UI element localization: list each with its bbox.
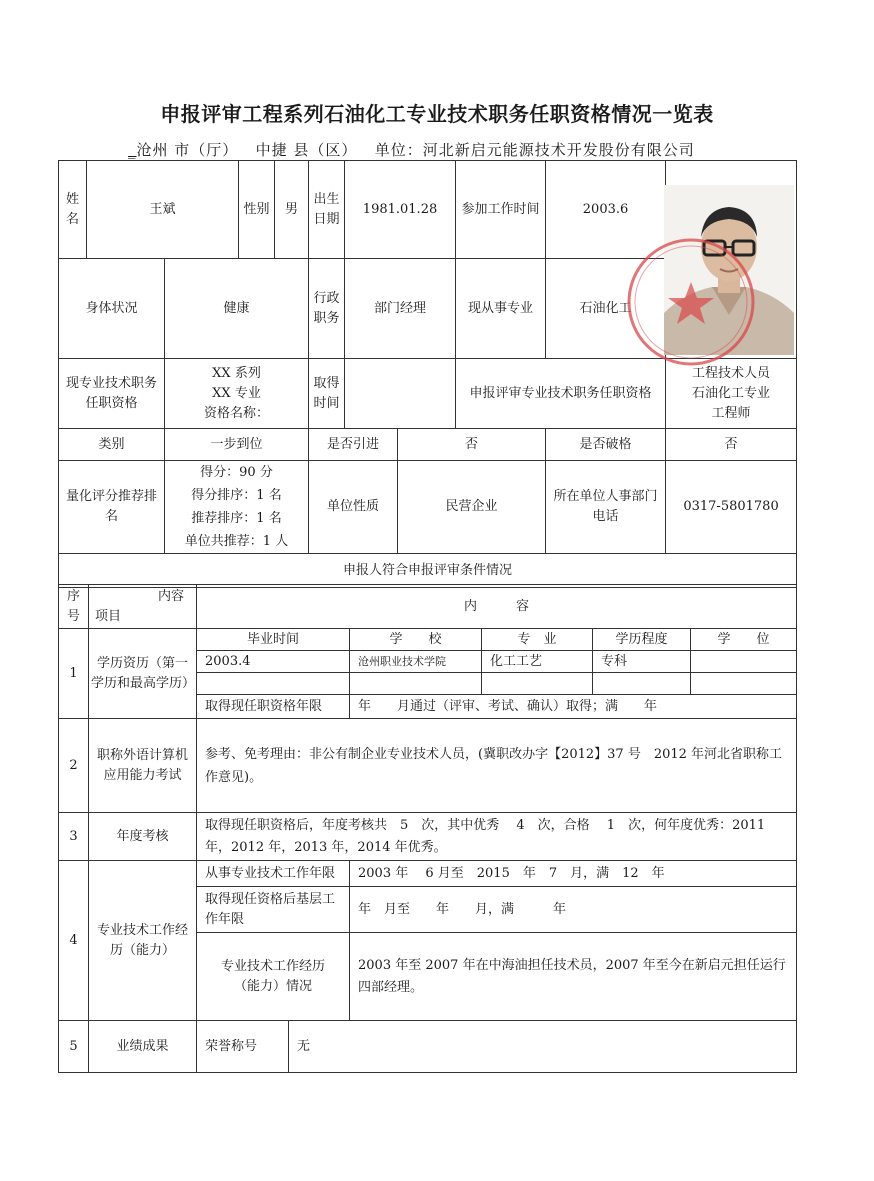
honor-label: 荣誉称号: [197, 1021, 289, 1073]
edu-level: 专科: [593, 651, 691, 673]
admin-label: 行政职务: [309, 259, 345, 359]
unit-nature-value: 民营企业: [398, 461, 546, 554]
edu-level: [593, 673, 691, 695]
name-label: 姓名: [59, 161, 87, 259]
edu-school: 沧州职业技术学院: [350, 651, 482, 673]
tech-years-label: 从事专业技术工作年限: [197, 861, 350, 887]
edu-major: 化工工艺: [482, 651, 593, 673]
hr-phone-label: 所在单位人事部门电话: [546, 461, 666, 554]
work-start-value: 2003.6: [546, 161, 666, 259]
edu-degree: [691, 673, 797, 695]
unit-nature-label: 单位性质: [309, 461, 398, 554]
col-content-header: 内 容: [197, 585, 797, 629]
apply-qual-value: 工程技术人员 石油化工专业 工程师: [666, 359, 797, 429]
obtain-time-label: 取得时间: [309, 359, 345, 429]
row-no-2: 2: [59, 719, 89, 813]
city: 沧州: [136, 141, 169, 159]
row-no-1: 1: [59, 629, 89, 719]
conditions-table: [58, 584, 797, 1073]
score-label: 量化评分推荐排名: [59, 461, 165, 554]
tech-years-value: 2003 年 6 月至 2015 年 7 月，满 12 年: [350, 861, 797, 887]
edu-time: 2003.4: [197, 651, 350, 673]
birth-value: 1981.01.28: [345, 161, 456, 259]
hr-phone-value: 0317-5801780: [666, 461, 797, 554]
apply-qual-label: 申报评审专业技术职务任职资格: [456, 359, 666, 429]
birth-label: 出生日期: [309, 161, 345, 259]
cur-qual-label: 现专业技术职务任职资格: [59, 359, 165, 429]
row-item-3: 年度考核: [89, 813, 197, 861]
gender-value: 男: [275, 161, 309, 259]
edu-header-school: 学 校: [350, 629, 482, 651]
edu-degree: [691, 651, 797, 673]
col-no-header: 序号: [59, 585, 89, 629]
current-major-label: 现从事专业: [456, 259, 546, 359]
official-seal-icon: [621, 232, 761, 372]
gender-label: 性别: [239, 161, 275, 259]
unit-name: 河北新启元能源技术开发股份有限公司: [422, 141, 695, 159]
row-item-4: 专业技术工作经历（能力）: [89, 861, 197, 1021]
admin-value: 部门经理: [345, 259, 456, 359]
obtain-time-value: [345, 359, 456, 429]
experience-label: 专业技术工作经历（能力）情况: [197, 933, 350, 1021]
row-no-3: 3: [59, 813, 89, 861]
lang-exam-text: 参考、免考理由：非公有制企业专业技术人员，(冀职改办字【2012】37 号 2012 年河北省职称工作意见)。: [197, 719, 797, 813]
edu-time: [197, 673, 350, 695]
score-value: 得分：90 分 得分排序：1 名 推荐排序：1 名 单位共推荐：1 人: [165, 461, 309, 554]
name-value: 王斌: [87, 161, 239, 259]
row-no-4: 4: [59, 861, 89, 1021]
row-item-2: 职称外语计算机应用能力考试: [89, 719, 197, 813]
health-value: 健康: [165, 259, 309, 359]
page-title: 申报评审工程系列石油化工专业技术职务任职资格情况一览表: [160, 102, 714, 126]
experience-value: 2003 年至 2007 年在中海油担任技术员，2007 年至今在新启元担任运行四部经理。: [350, 933, 797, 1021]
category-label: 类别: [59, 429, 165, 461]
current-major-value: 石油化工: [546, 259, 666, 359]
row-item-5: 业绩成果: [89, 1021, 197, 1073]
grassroots-label: 取得现任资格后基层工作年限: [197, 887, 350, 933]
grassroots-value: 年 月至 年 月，满 年: [350, 887, 797, 933]
edu-header-degree: 学 位: [691, 629, 797, 651]
edu-major: [482, 673, 593, 695]
row-no-5: 5: [59, 1021, 89, 1073]
honor-value: 无: [289, 1021, 797, 1073]
introduced-label: 是否引进: [309, 429, 398, 461]
edu-header-time: 毕业时间: [197, 629, 350, 651]
introduced-value: 否: [398, 429, 546, 461]
edu-header-major: 专 业: [482, 629, 593, 651]
health-label: 身体状况: [59, 259, 165, 359]
annual-review-text: 取得现任职资格后，年度考核共 5 次，其中优秀 4 次，合格 1 次，何年度优秀：2011 年，2012 年，2013 年，2014 年优秀。: [197, 813, 797, 861]
exception-value: 否: [666, 429, 797, 461]
col-item-header: 内容 项目: [89, 585, 197, 629]
edu-header-level: 学历程度: [593, 629, 691, 651]
qual-year-label: 取得现任职资格年限: [197, 695, 350, 719]
row-item-1: 学历资历（第一学历和最高学历）: [89, 629, 197, 719]
category-value: 一步到位: [165, 429, 309, 461]
work-start-label: 参加工作时间: [456, 161, 546, 259]
edu-school: [350, 673, 482, 695]
conditions-title: 申报人符合申报评审条件情况: [59, 554, 797, 588]
exception-label: 是否破格: [546, 429, 666, 461]
subtitle: _沧州 市（厅） 中捷 县（区） 单位：河北新启元能源技术开发股份有限公司: [128, 141, 695, 159]
cur-qual-value: XX 系列 XX 专业 资格名称：: [165, 359, 309, 429]
county: 中捷: [255, 141, 288, 159]
qual-year-text: 年 月通过（评审、考试、确认）取得；满 年: [350, 695, 797, 719]
